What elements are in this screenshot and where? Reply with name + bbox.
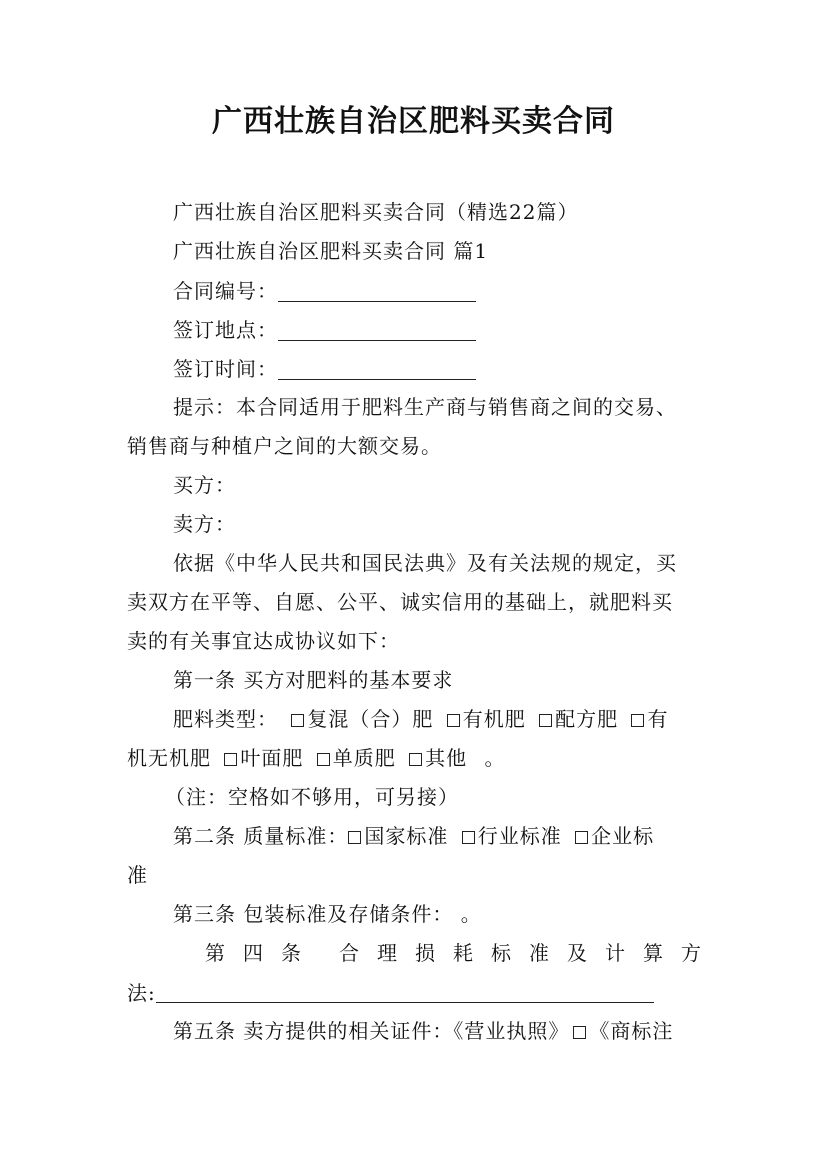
seller-label: 卖方： — [173, 512, 236, 536]
option-national-standard: 国家标准 — [364, 824, 449, 848]
contract-number-label: 合同编号： — [173, 279, 278, 303]
article-4-char: 损 — [415, 941, 435, 965]
article-4-char: 准 — [529, 941, 549, 965]
sign-time-blank — [278, 357, 476, 380]
option-other-fertilizer: 其他 — [425, 746, 468, 770]
article-4-char: 理 — [377, 941, 397, 965]
sign-time-line — [173, 353, 476, 384]
basis-line-1: 依据《中华人民共和国民法典》及有关法规的规定，买 — [173, 551, 677, 575]
checkbox-national-standard[interactable] — [348, 831, 361, 844]
basis-line-2: 卖双方在平等、自愿、公平、诚实信用的基础上，就肥料买 — [127, 590, 673, 614]
article-4-method-label: 法: — [127, 981, 156, 1005]
tip-line-1: 提示：本合同适用于肥料生产商与销售商之间的交易、 — [173, 395, 677, 419]
article-1-title: 第一条 买方对肥料的基本要求 — [173, 668, 454, 692]
fertilizer-type-label: 肥料类型： — [173, 707, 278, 731]
option-compound-fertilizer: 复混（合）肥 — [307, 707, 434, 731]
checkbox-industry-standard[interactable] — [462, 831, 475, 844]
sign-place-blank — [278, 318, 476, 341]
article-2-label: 第二条 质量标准： — [173, 824, 349, 848]
article-4-char: 合 — [339, 941, 359, 965]
tip-line-2: 销售商与种植户之间的大额交易。 — [127, 434, 442, 458]
option-formula-fertilizer: 配方肥 — [555, 707, 619, 731]
checkbox-formula-fertilizer[interactable] — [539, 714, 552, 727]
checkbox-other-fertilizer[interactable] — [409, 753, 422, 766]
option-foliar-fertilizer: 叶面肥 — [240, 746, 304, 770]
document-title: 广西壮族自治区肥料买卖合同 — [212, 104, 615, 139]
article-2-continuation: 准 — [127, 863, 148, 887]
article-5-text: 第五条 卖方提供的相关证件：《营业执照》 — [173, 1019, 570, 1043]
checkbox-compound-fertilizer[interactable] — [291, 714, 304, 727]
option-organic-inorganic-start: 有 — [647, 707, 669, 731]
checkbox-organic-fertilizer[interactable] — [447, 714, 460, 727]
checkbox-foliar-fertilizer[interactable] — [224, 753, 237, 766]
article-4-line — [205, 938, 701, 968]
article-4-blank — [156, 980, 654, 1003]
document-subtitle: 广西壮族自治区肥料买卖合同（精选22篇） — [173, 200, 579, 224]
article-4-char: 耗 — [453, 941, 473, 965]
contract-number-blank — [278, 279, 476, 302]
fertilizer-type-end: 。 — [484, 746, 506, 770]
sign-place-line — [173, 314, 476, 345]
article-3-line: 第三条 包装标准及存储条件： 。 — [173, 902, 482, 926]
basis-line-3: 卖的有关事宜达成协议如下： — [127, 629, 400, 653]
article-4-char: 四 — [243, 941, 263, 965]
contract-number-line — [173, 275, 476, 306]
option-enterprise-standard: 企业标 — [591, 824, 655, 848]
article-4-char: 方 — [681, 941, 701, 965]
option-organic-fertilizer: 有机肥 — [462, 707, 526, 731]
article-4-continuation — [127, 977, 654, 1008]
article-4-char: 第 — [205, 941, 225, 965]
article-2-line — [173, 821, 654, 851]
checkbox-trademark-certificate[interactable] — [573, 1026, 586, 1039]
checkbox-enterprise-standard[interactable] — [575, 831, 588, 844]
article-4-char: 条 — [281, 941, 301, 965]
sign-place-label: 签订地点： — [173, 318, 278, 342]
fertilizer-type-line-2 — [127, 743, 505, 773]
note-line: （注：空格如不够用，可另接） — [165, 785, 459, 809]
sign-time-label: 签订时间： — [173, 357, 278, 381]
article-5-suffix: 《商标注 — [589, 1019, 674, 1043]
fertilizer-type-line-1 — [173, 704, 668, 734]
buyer-label: 买方： — [173, 473, 236, 497]
checkbox-single-fertilizer[interactable] — [317, 753, 330, 766]
article-4-char: 及 — [567, 941, 587, 965]
article-4-char: 计 — [605, 941, 625, 965]
option-organic-inorganic-end: 机无机肥 — [127, 746, 211, 770]
article-4-char: 标 — [491, 941, 511, 965]
option-single-fertilizer: 单质肥 — [332, 746, 396, 770]
article-5-line — [173, 1016, 673, 1046]
option-industry-standard: 行业标准 — [477, 824, 562, 848]
part-heading: 广西壮族自治区肥料买卖合同 篇1 — [173, 239, 489, 263]
checkbox-organic-inorganic-fertilizer[interactable] — [631, 714, 644, 727]
article-4-char: 算 — [643, 941, 663, 965]
